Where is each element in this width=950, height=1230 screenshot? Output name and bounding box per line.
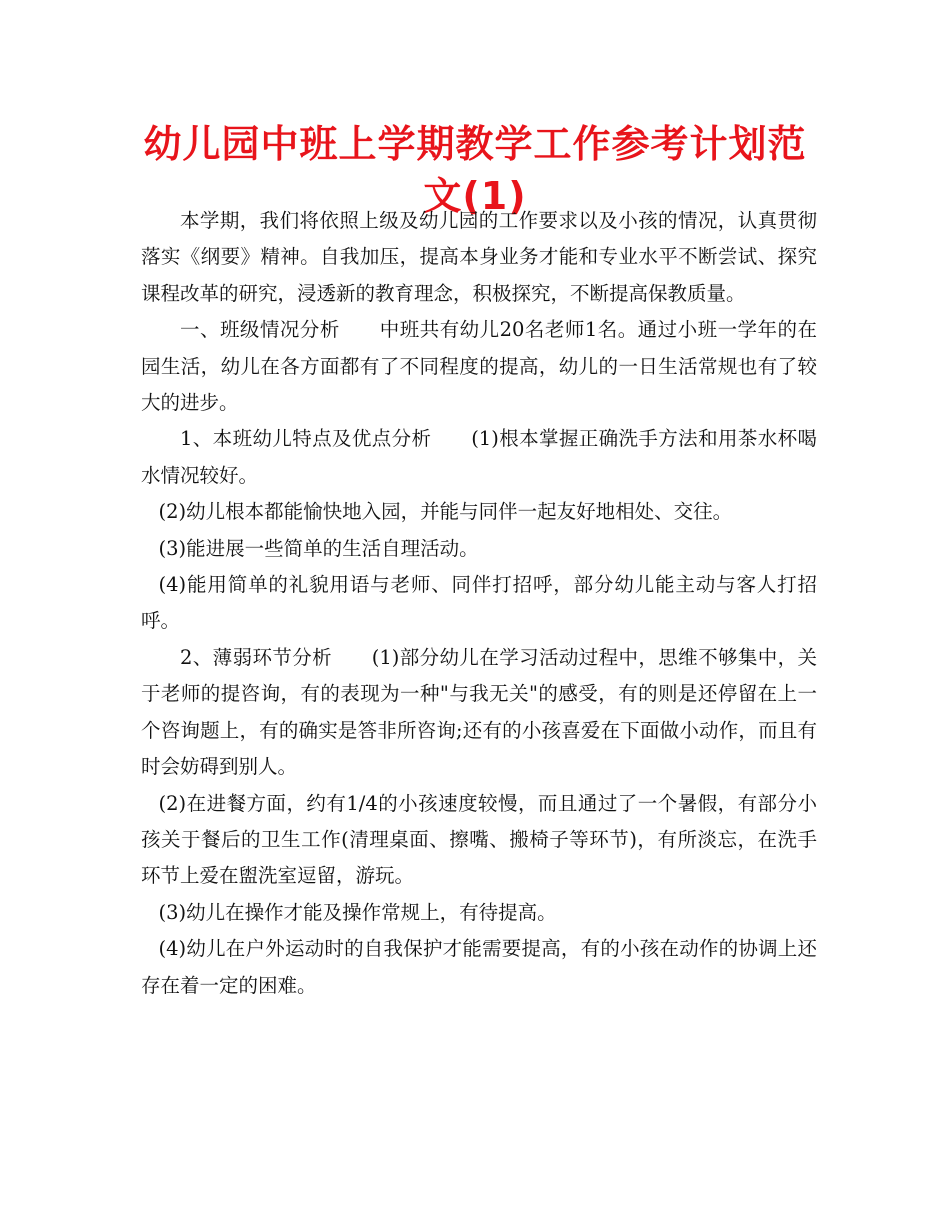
paragraph-strengths-1: 1、本班幼儿特点及优点分析 (1)根本掌握正确洗手方法和用茶水杯喝水情况较好。 — [141, 427, 817, 487]
paragraph-weakness-3: (3)幼儿在操作才能及操作常规上，有待提高。 — [158, 900, 557, 924]
paragraph-intro: 本学期，我们将依照上级及幼儿园的工作要求以及小孩的情况，认真贯彻落实《纲要》精神。自我加压，提高本身业务才能和专业水平不断尝试、探究课程改革的研究，浸透新的教育理念，积极探究，不断提高保教质量。 — [141, 209, 817, 305]
paragraph-strengths-3: (3)能进展一些简单的生活自理活动。 — [158, 536, 479, 560]
document-body — [141, 203, 817, 1004]
paragraph-weakness-4: (4)幼儿在户外运动时的自我保护才能需要提高，有的小孩在动作的协调上还存在着一定的困难。 — [141, 937, 817, 997]
document-title: 幼儿园中班上学期教学工作参考计划范文(1) — [143, 122, 807, 218]
paragraph-class-analysis: 一、班级情况分析 中班共有幼儿20名老师1名。通过小班一学年的在园生活，幼儿在各方面都有了不同程度的提高，幼儿的一日生活常规也有了较大的进步。 — [141, 318, 817, 415]
paragraph-weakness-1: 2、薄弱环节分析 (1)部分幼儿在学习活动过程中，思维不够集中，关于老师的提咨询，有的表现为一种"与我无关"的感受，有的则是还停留在上一个咨询题上，有的确实是答非所咨询;还有的小孩喜爱在下面做小动作，而且有时会妨碍到别人。 — [141, 645, 817, 779]
paragraph-strengths-4: (4)能用简单的礼貌用语与老师、同伴打招呼，部分幼儿能主动与客人打招呼。 — [141, 573, 817, 633]
paragraph-weakness-2: (2)在进餐方面，约有1/4的小孩速度较慢，而且通过了一个暑假，有部分小孩关于餐后的卫生工作(清理桌面、擦嘴、搬椅子等环节)，有所淡忘，在洗手环节上爱在盥洗室逗留，游玩。 — [141, 791, 817, 888]
paragraph-strengths-2: (2)幼儿根本都能愉快地入园，并能与同伴一起友好地相处、交往。 — [158, 500, 733, 524]
